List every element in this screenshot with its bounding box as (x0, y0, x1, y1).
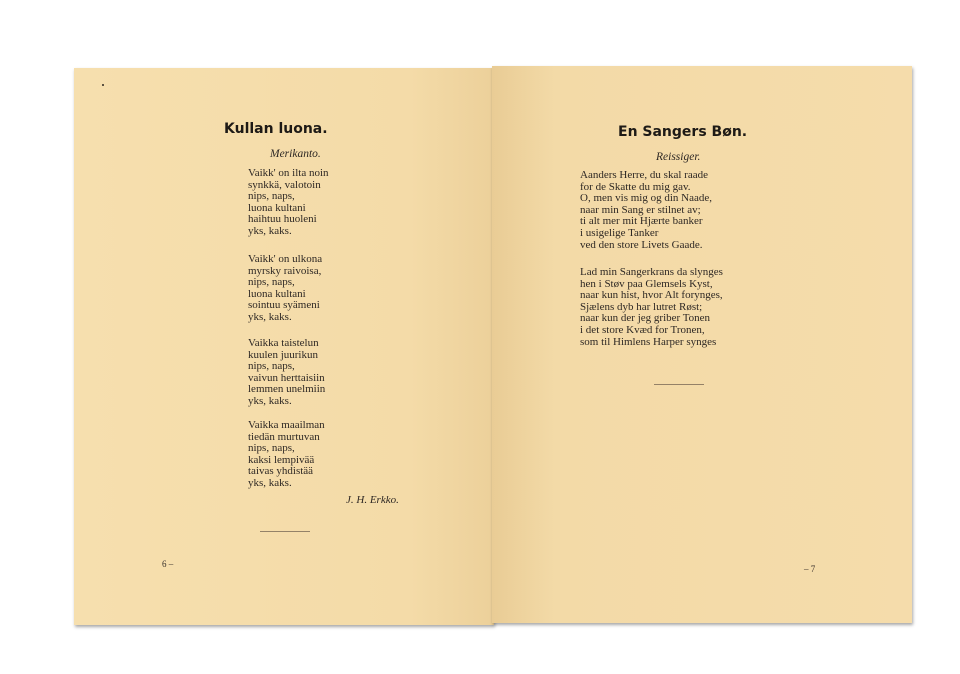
verse-line: nips, naps, (248, 442, 295, 455)
verse-line: Aanders Herre, du skal raade (580, 169, 708, 181)
verse-line: lemmen unelmiin (248, 383, 326, 396)
right-page (492, 66, 912, 623)
verse-line: luona kultani (248, 287, 306, 300)
verse-line: naar min Sang er stilnet av; (580, 203, 701, 216)
verse-line: hen i Støv paa Glemsels Kyst, (580, 277, 713, 290)
verse-line: Sjælens dyb har lutret Røst; (580, 300, 703, 313)
stanza-3 (248, 338, 325, 408)
verse-line: ved den store Livets Gaade. (580, 238, 703, 251)
verse-line: kuulen juurikun (248, 348, 318, 361)
verse-line: sointuu syämeni (248, 299, 320, 312)
composer-name: Merikanto. (270, 148, 321, 160)
verse-line: tiedän murtuvan (248, 430, 320, 443)
composer-name: Reissiger. (656, 151, 701, 163)
verse-line: vaivun herttaisiin (248, 371, 325, 384)
poem-title: Kullan luona. (224, 121, 328, 137)
verse-line: for de Skatte du mig gav. (580, 180, 691, 193)
verse-line: kaksi lempivää (248, 453, 315, 466)
stanza-2 (580, 267, 723, 348)
verse-line: nips, naps, (248, 190, 295, 203)
stanza-4 (248, 420, 325, 490)
verse-line: ti alt mer mit Hjærte banker (580, 215, 703, 228)
verse-line: Vaikk' on ilta noin (248, 167, 329, 179)
verse-line: Vaikka taistelun (248, 337, 319, 349)
verse-line: haihtuu huoleni (248, 213, 317, 226)
verse-line: i usigelige Tanker (580, 226, 659, 239)
verse-line: Lad min Sangerkrans da slynges (580, 266, 723, 278)
verse-line: taivas yhdistää (248, 465, 314, 478)
left-page (74, 68, 494, 625)
verse-line: yks, kaks. (248, 394, 292, 407)
verse-line: nips, naps, (248, 360, 295, 373)
verse-line: myrsky raivoisa, (248, 264, 322, 277)
divider-rule (654, 384, 704, 385)
ink-dot (102, 84, 104, 86)
author-signature: J. H. Erkko. (346, 494, 399, 506)
page-number: 6 – (162, 559, 174, 569)
verse-line: synkkä, valotoin (248, 178, 321, 191)
stanza-1 (580, 170, 712, 251)
verse-line: O, men vis mig og din Naade, (580, 192, 712, 205)
verse-line: yks, kaks. (248, 310, 292, 323)
verse-line: yks, kaks. (248, 476, 292, 489)
divider-rule (260, 531, 310, 532)
verse-line: yks, kaks. (248, 224, 292, 237)
verse-line: nips, naps, (248, 276, 295, 289)
verse-line: naar kun der jeg griber Tonen (580, 312, 711, 325)
verse-line: Vaikka maailman (248, 419, 325, 431)
verse-line: naar kun hist, hvor Alt forynges, (580, 289, 723, 302)
verse-line: luona kultani (248, 201, 306, 214)
stanza-2 (248, 254, 322, 324)
stanza-1 (248, 168, 329, 238)
page-number: – 7 (804, 564, 816, 574)
verse-line: Vaikk' on ulkona (248, 253, 323, 265)
poem-title: En Sangers Bøn. (618, 124, 748, 140)
verse-line: i det store Kvæd for Tronen, (580, 323, 705, 336)
verse-line: som til Himlens Harper synges (580, 335, 717, 348)
